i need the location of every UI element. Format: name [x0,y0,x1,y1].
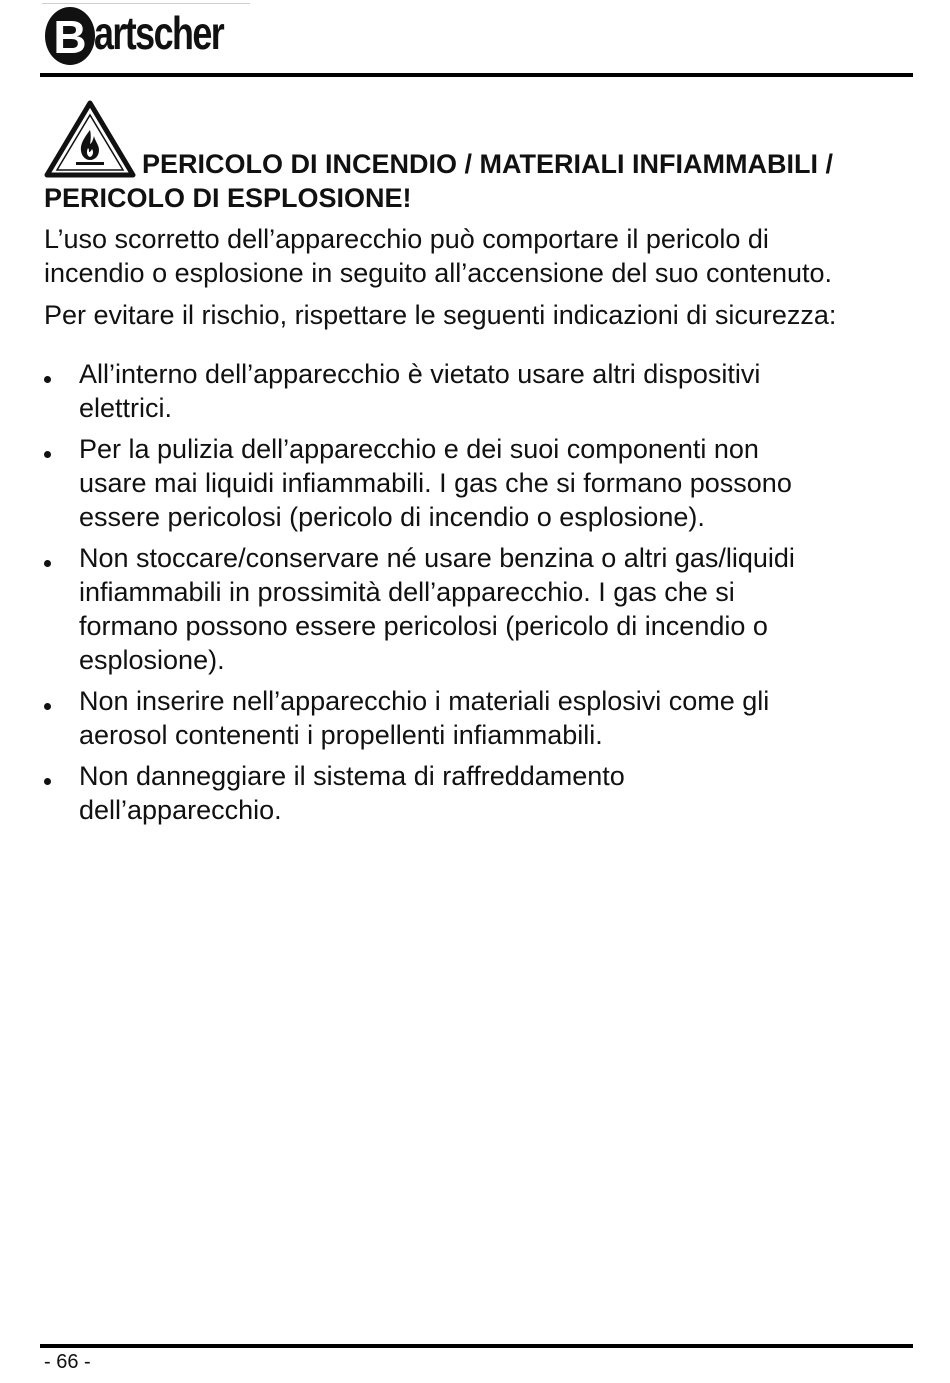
instruction-paragraph: Per evitare il rischio, rispettare le seguenti indicazioni di sicurezza: [44,300,837,330]
warning-heading [44,147,919,215]
list-item: Non danneggiare il sistema di raffreddamento dell’apparecchio. [44,759,914,827]
list-item: Per la pulizia dell’apparecchio e dei suoi componenti non usare mai liquidi infiammabili. I gas che si formano possono essere pericolosi (pericolo di incendio o esplosione). [44,432,914,534]
list-item: All’interno dell’apparecchio è vietato usare altri dispositivi elettrici. [44,357,914,425]
list-item: Non stoccare/conservare né usare benzina o altri gas/liquidi infiammabili in prossimità dell’apparecchio. I gas che si formano possono essere pericolosi (pericolo di incendio o esplosione). [44,541,914,677]
footer-rule [40,1344,913,1348]
safety-list [44,357,914,834]
bullet-dot-icon [44,451,51,458]
list-item: Non inserire nell’apparecchio i materiali esplosivi come gli aerosol contenenti i propellenti infiammabili. [44,684,914,752]
intro-line-2: incendio o esplosione in seguito all’accensione del suo contenuto. [44,258,833,288]
bullet-dot-icon [44,778,51,785]
page-number: - 66 - [44,1351,91,1373]
logo-initial: B [53,11,87,63]
bullet-dot-icon [44,560,51,567]
bullet-dot-icon [44,376,51,383]
logo-wordmark: artscher [94,7,224,59]
heading-line-1: PERICOLO DI INCENDIO / MATERIALI INFIAMMABILI / [142,149,833,179]
bartscher-logo [44,4,254,68]
header-rule [40,73,913,77]
bullet-dot-icon [44,703,51,710]
heading-line-2: PERICOLO DI ESPLOSIONE! [44,183,412,213]
intro-line-1: L’uso scorretto dell’apparecchio può comportare il pericolo di [44,224,769,254]
intro-paragraph [44,222,924,290]
